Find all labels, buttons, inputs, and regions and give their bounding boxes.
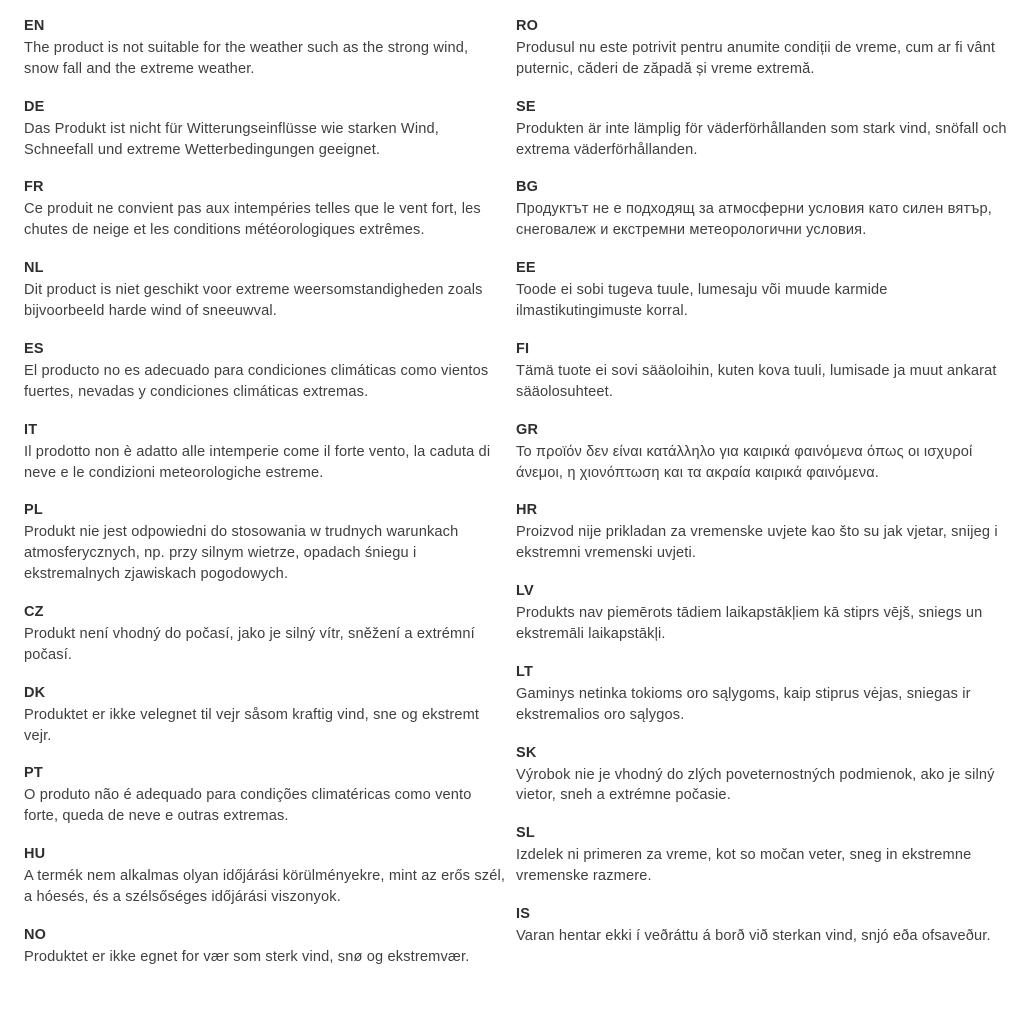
language-entry-se bbox=[516, 97, 1008, 161]
language-entry-pl bbox=[24, 500, 506, 585]
column-left bbox=[24, 16, 506, 985]
language-entry-fr bbox=[24, 177, 506, 241]
language-code: NL bbox=[24, 260, 44, 277]
language-entry-no bbox=[24, 925, 506, 968]
language-code: LT bbox=[516, 663, 534, 680]
language-entry-hu bbox=[24, 844, 506, 908]
language-text: O produto não é adequado para condições climatéricas como vento forte, queda de neve e outras extremas. bbox=[24, 787, 472, 825]
language-code: EN bbox=[24, 18, 45, 34]
language-entry-is bbox=[516, 904, 1008, 947]
language-code: HU bbox=[24, 846, 46, 863]
language-entry-dk bbox=[24, 683, 506, 747]
language-text: A termék nem alkalmas olyan időjárási körülményekre, mint az erős szél, a hóesés, és a szélsőséges időjárási viszonyok. bbox=[24, 868, 506, 906]
language-code: LV bbox=[516, 583, 534, 600]
language-entry-de bbox=[24, 97, 506, 161]
language-code: PL bbox=[24, 502, 43, 519]
language-text: El producto no es adecuado para condiciones climáticas como vientos fuertes, nevadas y condiciones climáticas extremas. bbox=[24, 362, 489, 400]
language-text: Produkt nie jest odpowiedni do stosowania w trudnych warunkach atmosferycznych, np. przy silnym wietrze, opadach śniegu i ekstremalnych zjawiskach pogodowych. bbox=[24, 524, 459, 583]
language-code: BG bbox=[516, 179, 539, 196]
language-code: HR bbox=[516, 502, 538, 519]
language-entry-fi bbox=[516, 339, 1008, 403]
language-code: SK bbox=[516, 744, 537, 761]
language-entry-ee bbox=[516, 258, 1008, 322]
language-code: SL bbox=[516, 825, 535, 842]
language-text: Produktet er ikke egnet for vær som sterk vind, snø og ekstremvær. bbox=[24, 948, 470, 965]
language-entry-nl bbox=[24, 258, 506, 322]
language-text: Produkt není vhodný do počasí, jako je silný vítr, sněžení a extrémní počasí. bbox=[24, 626, 475, 663]
language-code: ES bbox=[24, 340, 44, 357]
language-code: NO bbox=[24, 926, 47, 943]
language-code: EE bbox=[516, 260, 536, 277]
language-entry-es bbox=[24, 339, 506, 403]
language-entry-hr bbox=[516, 500, 1008, 564]
language-text: Izdelek ni primeren za vreme, kot so močan veter, sneg in ekstremne vremenske razmere. bbox=[516, 847, 972, 885]
language-code: GR bbox=[516, 421, 539, 438]
language-entry-lv bbox=[516, 581, 1008, 645]
language-entry-gr bbox=[516, 420, 1008, 484]
language-code: IT bbox=[24, 421, 38, 438]
language-entry-en bbox=[24, 16, 506, 80]
language-entry-ro bbox=[516, 16, 1008, 80]
language-code: DK bbox=[24, 684, 46, 701]
language-entry-cz bbox=[24, 602, 506, 666]
language-entry-lt bbox=[516, 662, 1008, 726]
language-text: Il prodotto non è adatto alle intemperie come il forte vento, la caduta di neve e le condizioni meteorologiche estreme. bbox=[24, 443, 491, 481]
language-text: The product is not suitable for the weather such as the strong wind, snow fall and the extreme weather. bbox=[24, 40, 469, 77]
language-entry-sl bbox=[516, 823, 1008, 887]
language-code: DE bbox=[24, 98, 45, 115]
language-text: Produkten är inte lämplig för väderförhållanden som stark vind, snöfall och extrema väderförhållanden. bbox=[516, 120, 1007, 158]
language-code: IS bbox=[516, 906, 531, 923]
language-text: Tämä tuote ei sovi sääoloihin, kuten kova tuuli, lumisade ja muut ankarat sääolosuhteet. bbox=[516, 362, 997, 400]
language-code: SE bbox=[516, 98, 536, 115]
language-entry-pt bbox=[24, 763, 506, 827]
language-code: FI bbox=[516, 340, 530, 357]
language-text: Das Produkt ist nicht für Witterungseinflüsse wie starken Wind, Schneefall und extreme Wetterbedingungen geeignet. bbox=[24, 120, 439, 158]
language-text: Produkts nav piemērots tādiem laikapstākļiem kā stiprs vējš, sniegs un ekstremāli laikapstākļi. bbox=[516, 605, 983, 643]
language-text: Ce produit ne convient pas aux intempéries telles que le vent fort, les chutes de neige et les conditions météorologiques extrêmes. bbox=[24, 201, 481, 239]
language-text: Produktet er ikke velegnet til vejr såsom kraftig vind, sne og ekstremt vejr. bbox=[24, 706, 480, 744]
language-text: Gaminys netinka tokioms oro sąlygoms, kaip stiprus vėjas, sniegas ir ekstremalios oro sąlygos. bbox=[516, 685, 971, 723]
language-text: Produsul nu este potrivit pentru anumite condiții de vreme, cum ar fi vânt puternic, căderi de zăpadă și vreme extremă. bbox=[516, 40, 996, 77]
column-right bbox=[516, 16, 1008, 964]
language-entry-bg bbox=[516, 177, 1008, 241]
language-code: PT bbox=[24, 765, 43, 782]
language-text: Varan hentar ekki í veðráttu á borð við sterkan vind, snjó eða ofsaveður. bbox=[516, 928, 991, 945]
language-entry-sk bbox=[516, 743, 1008, 807]
language-code: CZ bbox=[24, 604, 44, 620]
language-code: FR bbox=[24, 179, 44, 196]
language-text: Výrobok nie je vhodný do zlých poveternostných podmienok, ako je silný vietor, sneh a extrémne počasie. bbox=[516, 766, 995, 804]
language-code: RO bbox=[516, 18, 539, 34]
language-entry-it bbox=[24, 420, 506, 484]
language-text: Το προϊόν δεν είναι κατάλληλο για καιρικά φαινόμενα όπως οι ισχυροί άνεμοι, η χιονόπτωση και τα ακραία καιρικά φαινόμενα. bbox=[516, 443, 973, 481]
language-text: Proizvod nije prikladan za vremenske uvjete kao što su jak vjetar, snijeg i ekstremni vremenski uvjeti. bbox=[516, 524, 998, 562]
language-text: Toode ei sobi tugeva tuule, lumesaju või muude karmide ilmastikutingimuste korral. bbox=[516, 282, 888, 320]
language-text: Dit product is niet geschikt voor extreme weersomstandigheden zoals bijvoorbeeld harde wind of sneeuwval. bbox=[24, 282, 483, 320]
language-text: Продуктът не е подходящ за атмосферни условия като силен вятър, снеговалеж и екстремни метеорологични условия. bbox=[516, 201, 993, 239]
